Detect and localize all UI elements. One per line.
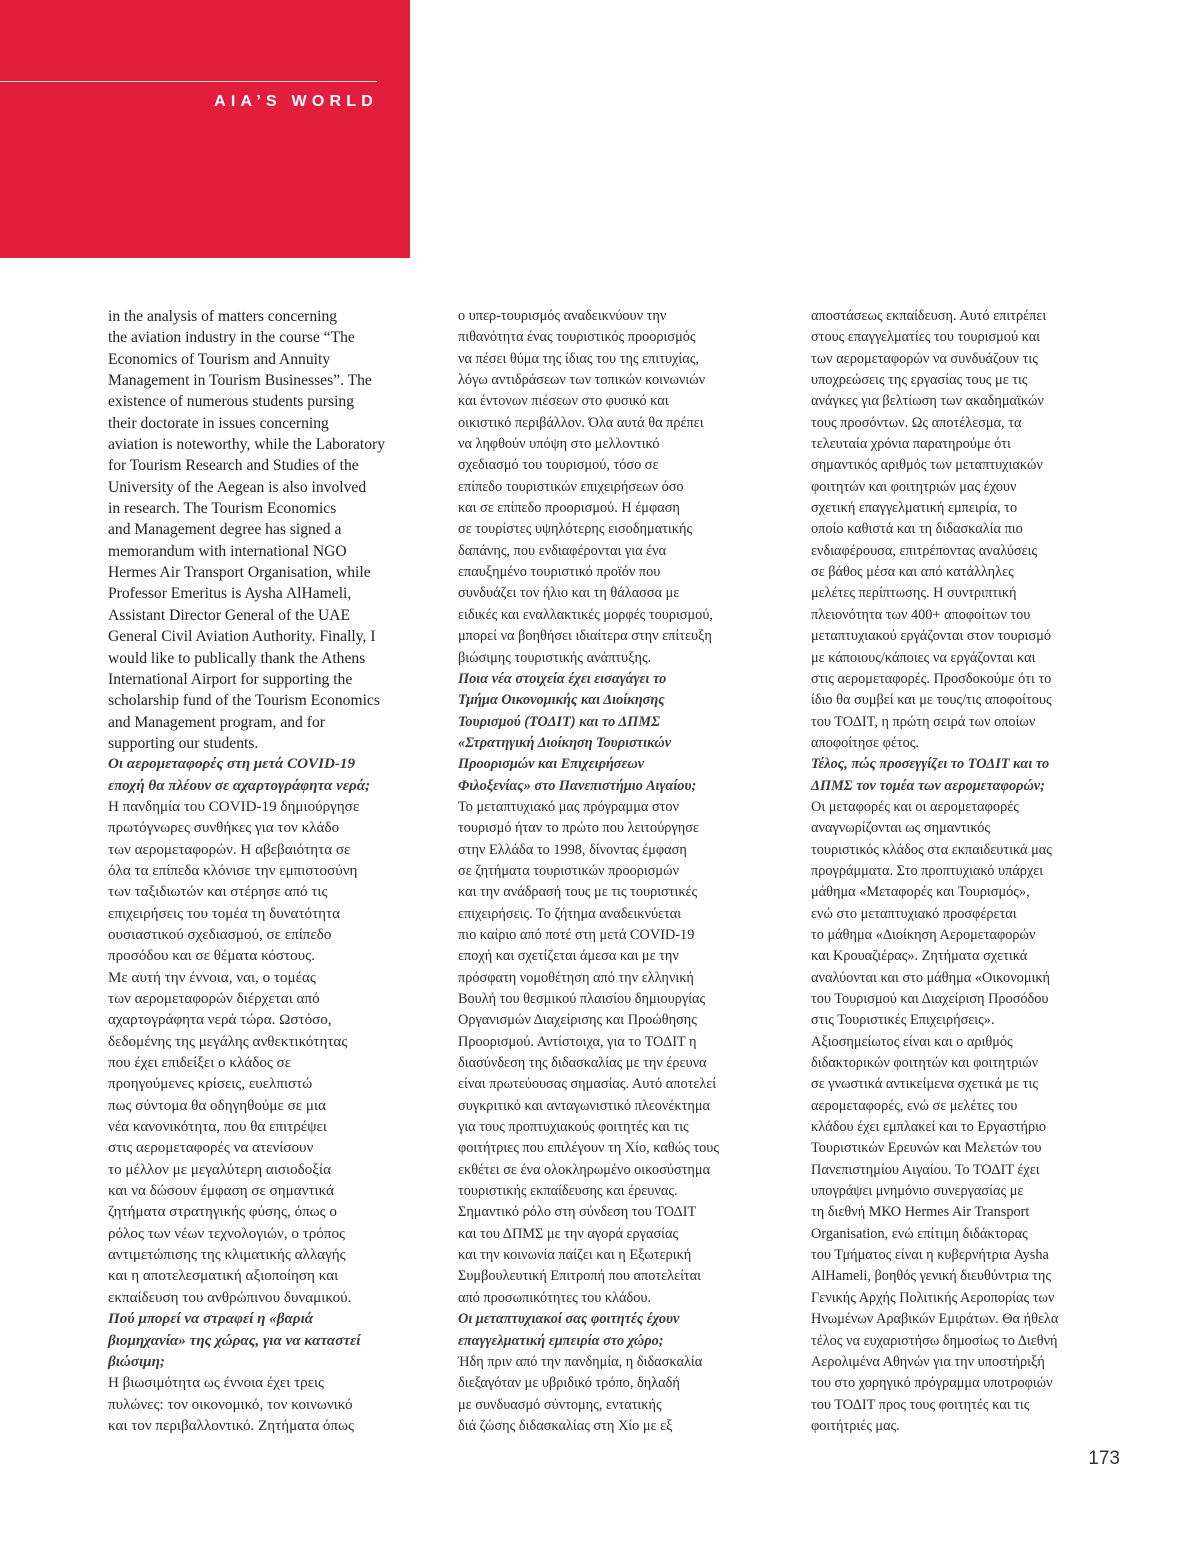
body-line: International Airport for supporting the [108,670,353,688]
question-line: Πού μπορεί να στραφεί η «βαριά [108,1311,314,1328]
body-line: το μάθημα «Διοίκηση Αερομεταφορών [811,926,1036,943]
section-label: AIA’S WORLD [214,93,378,110]
body-line: Με αυτή την έννοια, ναι, ο τομέας [108,969,316,986]
text-column-1 [108,306,408,1437]
body-line: the aviation industry in the course “The [108,329,355,347]
question-line: Οι αερομεταφορές στη μετά COVID-19 [108,756,356,773]
body-line: όλα τα επίπεδα κλόνισε την εμπιστοσύνη [108,862,358,879]
body-line: αναλύονται και στο μάθημα «Οικονομική [811,969,1051,986]
body-line: να πέσει θύμα της ίδιας του της επιτυχίας, [458,350,699,367]
body-line: πυλώνες: τον οικονομικό, τον κοινωνικό [108,1396,353,1413]
body-line: μεταπτυχιακού εργάζονται στον τουρισμό [811,628,1052,645]
body-line: στην Ελλάδα το 1998, δίνοντας έμφαση [458,841,687,858]
body-line: νέα κανονικότητα, που θα επιτρέψει [108,1119,327,1136]
body-line: αχαρτογράφητα νερά τώρα. Ωστόσο, [108,1012,332,1029]
body-line: και σε επίπεδο προορισμού. Η έμφαση [458,500,680,517]
body-line: in research. The Tourism Economics [108,500,337,518]
body-line: για τους προπτυχιακούς φοιτητές και τις [458,1119,689,1136]
body-line: επιχειρήσεις του τομέα τη δυνατότητα [108,905,341,922]
body-line: των αερομεταφορών. Η αβεβαιότητα σε [108,841,351,858]
question-line: «Στρατηγική Διοίκηση Τουριστικών [458,734,672,751]
question-line: Τέλος, πώς προσεγγίζει το ΤΟΔΙΤ και το [811,756,1050,773]
question-line: ΔΠΜΣ τον τομέα των αερομεταφορών; [811,777,1045,794]
body-line: Προορισμού. Αντίστοιχα, για το ΤΟΔΙΤ η [458,1033,697,1050]
body-line: and Management program, and for [108,713,325,731]
body-line: διασύνδεση της διδασκαλίας με την έρευνα [458,1055,707,1072]
body-line: που έχει επιδείξει ο κλάδος σε [108,1055,292,1072]
body-line: το μέλλον με μεγαλύτερη αισιοδοξία [108,1161,332,1178]
body-line: σε ζητήματα τουριστικών προορισμών [458,862,679,879]
body-line: σημαντικός αριθμός των μεταπτυχιακών [811,457,1043,474]
body-line: τουρισμό ήταν το πρώτο που λειτούργησε [458,820,699,837]
body-line: βιώσιμης τουριστικής ανάπτυξης. [458,649,652,666]
body-line: Η βιωσιμότητα ως έννοια έχει τρεις [108,1375,325,1392]
body-line: του Τμήματος είναι η κυβερνήτρια Aysha [811,1247,1049,1264]
body-line: λόγω αντιδράσεων των τοπικών κοινωνιών [458,372,706,389]
body-line: Αερολιμένα Αθηνών για την υποστήριξή [811,1353,1045,1370]
body-line: σχετική επαγγελματική εμπειρία, το [811,500,1018,517]
body-line: και τον περιβαλλοντικό. Ζητήματα όπως [108,1417,354,1434]
body-line: existence of numerous students pursing [108,393,354,411]
body-line: ζητήματα στρατηγικής φύσης, όπως ο [108,1204,337,1221]
body-line: του Τουρισμού και Διαχείριση Προσόδου [811,991,1049,1007]
body-line: υπογράψει μνημόνιο συνεργασίας με [811,1183,1024,1200]
body-line: τους προσόντων. Ως αποτέλεσμα, τα [811,414,1022,431]
body-line: Ήδη πριν από την πανδημία, η διδασκαλία [458,1353,703,1370]
page-number: 173 [1088,1448,1120,1469]
body-line: των ταξιδιωτών και στέρησε από τις [108,884,328,901]
body-line: με συνδυασμό σύντομης, εντατικής [458,1396,662,1413]
body-line: συνδυάζει τον ήλιο και τη θάλασσα με [458,585,680,602]
body-line: Hermes Air Transport Organisation, while [108,564,371,582]
body-line: και την ανάδρασή τους με τις τουριστικές [458,884,698,901]
body-line: πλειονότητα των 400+ αποφοίτων του [811,606,1031,623]
question-line: Τμήμα Οικονομικής και Διοίκησης [458,692,665,709]
body-line: Σημαντικό ρόλο στη σύνδεση του ΤΟΔΙΤ [458,1204,697,1221]
body-line: συγκριτικό και ανταγωνιστικό πλεονέκτημα [458,1097,710,1114]
header-divider [0,81,377,82]
body-line: οικιστικό περιβάλλον. Όλα αυτά θα πρέπει [458,414,704,431]
body-line: εκπαίδευση του ανθρώπινου δυναμικού. [108,1289,352,1306]
body-line: αναγνωρίζονται ως σημαντικός [811,820,991,837]
body-line: επίπεδο τουριστικών επιχειρήσεων όσο [458,478,684,495]
body-line: κλάδου έχει εμπλακεί και το Εργαστήριο [811,1119,1047,1136]
question-line: βιώσιμη; [108,1353,165,1370]
body-line: φοιτητών και φοιτητριών μας έχουν [811,478,1017,495]
body-line: ενδιαφέρουσα, επιτρέποντας αναλύσεις [811,542,1038,559]
body-line: αποστάσεως εκπαίδευση. Αυτό επιτρέπει [811,308,1047,324]
body-line: Οι μεταφορές και οι αερομεταφορές [811,798,1019,815]
body-line: είναι πρωτεύουσας σημασίας. Αυτό αποτελεί [458,1076,717,1093]
body-line: στους επαγγελματίες του τουρισμού και [811,329,1041,346]
body-line: και να δώσουν έμφαση σε σημαντικά [108,1183,334,1200]
question-line: βιομηχανία» της χώρας, για να καταστεί [108,1332,361,1349]
body-line: Η πανδημία του COVID-19 δημιούργησε [108,798,360,815]
body-line: πρόσφατη νομοθέτηση από την ελληνική [458,969,694,986]
body-line: τέλος να ευχαριστήσω δημοσίως το Διεθνή [811,1332,1058,1349]
body-line: φοιτήτριές μας. [811,1417,900,1434]
body-line: στις αερομεταφορές να ατενίσουν [108,1140,314,1157]
question-line: Τουρισμού (ΤΟΔΙΤ) και το ΔΠΜΣ [458,713,660,730]
body-line: Πανεπιστημίου Αιγαίου. Το ΤΟΔΙΤ έχει [811,1161,1040,1178]
body-line: αερομεταφορές, ενώ σε μελέτες του [811,1097,1018,1114]
body-line: University of the Aegean is also involved [108,478,367,496]
body-line: αντιμετώπισης της κλιματικής αλλαγής [108,1247,346,1264]
body-line: ο υπερ-τουρισμός αναδεικνύουν την [458,308,667,324]
body-line: for Tourism Research and Studies of the [108,457,359,475]
body-line: Assistant Director General of the UAE [108,606,351,624]
body-line: δεδομένης της μεγάλης ανθεκτικότητας [108,1033,348,1050]
body-line: από προσωπικότητες του κλάδου. [458,1289,652,1306]
body-line: προηγούμενες κρίσεις, ευελπιστώ [108,1076,313,1093]
body-line: του στο χορηγικό πρόγραμμα υποτροφιών [811,1375,1053,1392]
body-line: τελευταία χρόνια παρατηρούμε ότι [811,436,1011,453]
body-line: και Κρουαζιέρας». Ζητήματα σχετικά [811,948,1028,965]
question-line: Οι μεταπτυχιακοί σας φοιτητές έχουν [458,1311,680,1328]
body-line: και την κοινωνία παίζει και η Εξωτερική [458,1247,692,1264]
body-line: Βουλή του θεσμικού πλαισίου δημιουργίας [458,991,706,1007]
body-line: Organisation, ενώ επίτιμη διδάκτορας [811,1225,1028,1242]
text-column-3 [811,306,1121,1437]
body-line: Professor Emeritus is Aysha AlHameli, [108,585,352,603]
body-line: των αερομεταφορών διέρχεται από [108,991,320,1007]
body-line: scholarship fund of the Tourism Economics [108,692,380,710]
body-line: σε βάθος μέσα και από κατάλληλες [811,564,1014,581]
body-line: επαυξημένο τουριστικό προϊόν που [458,564,661,581]
body-line: εποχή και σχετίζεται άμεσα και με την [458,948,679,965]
body-line: would like to publically thank the Athens [108,649,366,667]
question-line: Φιλοξενίας» στο Πανεπιστήμιο Αιγαίου; [458,777,697,794]
body-line: διδακτορικών φοιτητών και φοιτητριών [811,1055,1039,1072]
body-line: τουριστικός κλάδος στα εκπαιδευτικά μας [811,841,1052,858]
body-line: αποφοίτησε φέτος. [811,734,919,751]
body-line: υποχρεώσεις της εργασίας τους με τις [811,372,1028,389]
body-line: supporting our students. [108,734,259,752]
body-line: Αξιοσημείωτος είναι και ο αριθμός [811,1033,1013,1050]
body-line: Ηνωμένων Αραβικών Εμιράτων. Θα ήθελα [811,1311,1059,1328]
body-line: σε τουρίστες υψηλότερης εισοδηματικής [458,521,693,538]
body-line: Το μεταπτυχιακό μας πρόγραμμα στον [458,798,680,815]
body-line: σε γνωστικά αντικείμενα σχετικά με τις [811,1076,1039,1093]
body-line: δαπάνης, που ενδιαφέρονται για ένα [458,542,667,559]
body-line: τουριστικής εκπαίδευσης και έρευνας. [458,1183,678,1200]
question-line: επαγγελματική εμπειρία στο χώρο; [458,1332,664,1349]
body-line: ειδικές και εναλλακτικές μορφές τουρισμού, [458,606,713,623]
question-line: εποχή θα πλέουν σε αχαρτογράφητα νερά; [108,777,371,794]
body-line: τη διεθνή ΜΚΟ Hermes Air Transport [811,1204,1030,1221]
body-line: and Management degree has signed a [108,521,342,539]
body-line: μπορεί να βοηθήσει ιδιαίτερα στην επίτευξη [458,628,712,645]
text-column-2 [458,306,768,1437]
body-line: ρόλος των νέων τεχνολογιών, ο τρόπος [108,1225,345,1242]
body-line: in the analysis of matters concerning [108,308,338,325]
body-line: και του ΔΠΜΣ με την αγορά εργασίας [458,1225,679,1242]
body-line: Management in Tourism Businesses”. The [108,372,372,390]
question-line: Προορισμών και Επιχειρήσεων [458,756,645,773]
body-line: μάθημα «Μεταφορές και Τουρισμός», [811,884,1030,901]
body-line: Τουριστικών Ερευνών και Μελετών του [811,1140,1042,1157]
body-line: και η αποτελεσματική αξιοποίηση και [108,1268,339,1285]
body-line: πρωτόγνωρες συνθήκες για τον κλάδο [108,820,340,837]
body-line: ουσιαστικού σχεδιασμού, σε επίπεδο [108,926,332,943]
body-line: ανάγκες για βελτίωση των ακαδημαϊκών [811,393,1044,410]
body-line: με κάποιους/κάποιες να εργάζονται και [811,649,1036,666]
body-line: διά ζώσης διδασκαλίας στη Χίο με εξ [458,1417,673,1434]
body-line: memorandum with international NGO [108,542,347,560]
body-line: Οργανισμών Διαχείρισης και Προώθησης [458,1012,697,1029]
body-line: του ΤΟΔΙΤ προς τους φοιτητές και τις [811,1396,1030,1413]
body-line: πιθανότητα ένας τουριστικός προορισμός [458,329,696,346]
body-line: εκθέτει σε ένα ολοκληρωμένο οικοσύστημα [458,1161,711,1178]
body-line: Γενικής Αρχής Πολιτικής Αεροπορίας των [811,1289,1055,1306]
body-line: their doctorate in issues concerning [108,414,329,432]
body-line: Συμβουλευτική Επιτροπή που αποτελείται [458,1268,702,1285]
body-line: του ΤΟΔΙΤ, η πρώτη σειρά των οποίων [811,713,1036,730]
body-line: και έντονων πιέσεων στο φυσικό και [458,393,669,410]
body-line: φοιτήτριες που επιλέγουν τη Χίο, καθώς τους [458,1140,720,1157]
body-line: AlHameli, βοηθός γενική διευθύντρια της [811,1268,1052,1285]
body-line: σχεδιασμό του τουρισμού, τόσο σε [458,457,659,474]
body-line: μελέτες περίπτωσης. Η συντριπτική [811,585,1017,602]
body-line: aviation is noteworthy, while the Laboratory [108,436,386,454]
body-line: Economics of Tourism and Annuity [108,350,331,368]
question-line: Ποια νέα στοιχεία έχει εισαγάγει το [458,670,667,687]
body-line: επιχειρήσεις. Το ζήτημα αναδεικνύεται [458,905,682,922]
body-line: προγράμματα. Στο προπτυχιακό υπάρχει [811,862,1044,879]
section-header-band [0,0,410,258]
body-line: πιο καίριο από ποτέ στη μετά COVID-19 [458,926,695,943]
body-line: των αερομεταφορών να συνδυάζουν τις [811,350,1038,367]
body-line: ενώ στο μεταπτυχιακό προσφέρεται [811,905,1017,922]
body-line: προσόδου και σε θέματα κόστους. [108,948,315,965]
body-line: πως σύντομα θα οδηγηθούμε σε μια [108,1097,326,1114]
body-line: να ληφθούν υπόψη στο μελλοντικό [458,436,660,453]
body-line: οποίο καθιστά και τη διδασκαλία πιο [811,521,1023,538]
body-line: στις Τουριστικές Επιχειρήσεις». [811,1012,995,1029]
body-line: διεξαγόταν με υβριδικό τρόπο, δηλαδή [458,1375,680,1392]
body-line: ίδιο θα συμβεί και με τους/τις αποφοίτους [811,692,1052,709]
body-line: στις αερομεταφορές. Προσδοκούμε ότι το [811,670,1052,687]
body-line: General Civil Aviation Authority. Finally, I [108,628,376,646]
